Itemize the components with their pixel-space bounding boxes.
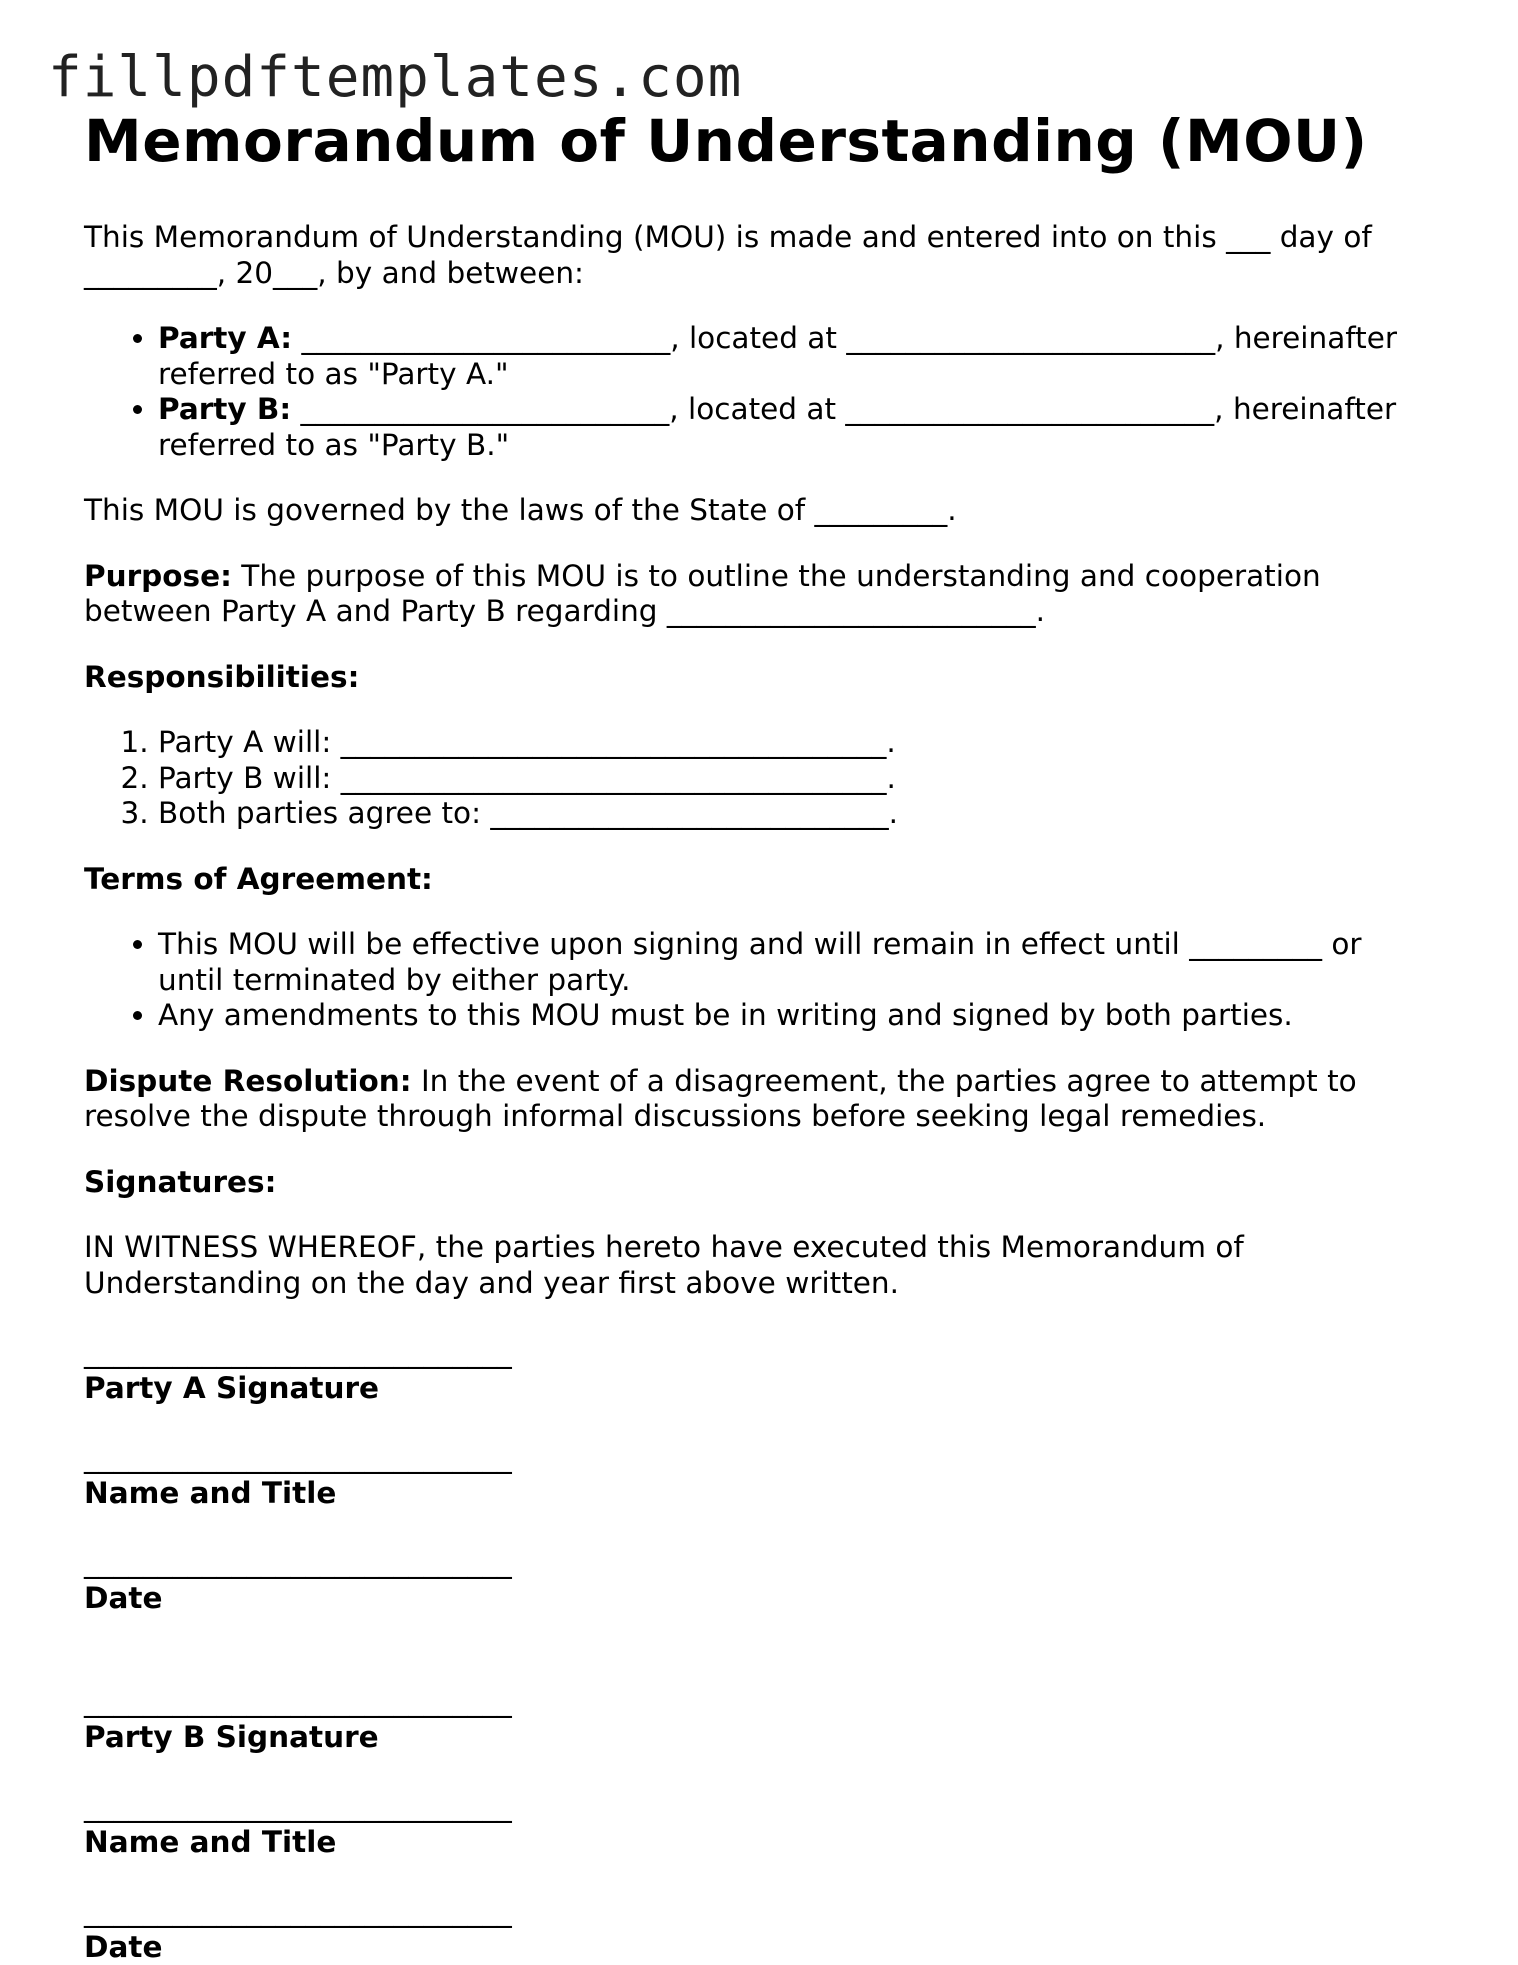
terms-list: [84, 927, 1414, 1034]
party-a-signature-block: [84, 1335, 1414, 1616]
party-b-label: Party B:: [158, 392, 291, 426]
party-b-date-line[interactable]: _____________________________: [84, 1894, 1414, 1930]
signatures-heading-text: Signatures:: [84, 1165, 276, 1199]
party-a-date-label: Date: [84, 1581, 1414, 1617]
dispute-paragraph: [84, 1064, 1414, 1135]
party-a-text: _________________________, located at _________________________, hereinafter referred to as "Party A.": [158, 321, 1397, 391]
party-a-date-line[interactable]: _____________________________: [84, 1545, 1414, 1581]
party-a-signature-label: Party A Signature: [84, 1371, 1414, 1407]
purpose-paragraph: [84, 559, 1414, 630]
terms-heading-text: Terms of Agreement:: [84, 862, 433, 896]
responsibilities-heading: [84, 660, 1414, 696]
terms-heading: [84, 862, 1414, 898]
witness-paragraph: IN WITNESS WHEREOF, the parties hereto have executed this Memorandum of Understanding on the day and year first above written.: [84, 1230, 1414, 1301]
responsibility-item: 2. Party B will: _____________________________________.: [158, 761, 1414, 797]
party-a-label: Party A:: [158, 321, 292, 355]
purpose-label: Purpose:: [84, 559, 232, 593]
party-b-signature-block: [84, 1684, 1414, 1965]
dispute-text: In the event of a disagreement, the parties agree to attempt to resolve the dispute through informal discussions before seeking legal remedies.: [84, 1064, 1357, 1134]
responsibilities-heading-text: Responsibilities:: [84, 660, 359, 694]
party-a-name-label: Name and Title: [84, 1476, 1414, 1512]
intro-paragraph: This Memorandum of Understanding (MOU) is made and entered into on this ___ day of _________, 20___, by and between:: [84, 220, 1414, 291]
governing-law-paragraph: This MOU is governed by the laws of the State of _________.: [84, 493, 1414, 529]
party-a-signature-line[interactable]: _____________________________: [84, 1335, 1414, 1371]
terms-item: • This MOU will be effective upon signing and will remain in effect until _________ or until terminated by either party.: [158, 927, 1414, 998]
dispute-label: Dispute Resolution:: [84, 1064, 412, 1098]
party-b-name-label: Name and Title: [84, 1825, 1414, 1861]
purpose-text: The purpose of this MOU is to outline the understanding and cooperation between Party A and Party B regarding _________________________.: [84, 559, 1321, 629]
party-b-signature-label: Party B Signature: [84, 1720, 1414, 1756]
page-title: Memorandum of Understanding (MOU): [84, 108, 1414, 174]
responsibility-item: 3. Both parties agree to: ___________________________.: [158, 796, 1414, 832]
party-b-date-label: Date: [84, 1930, 1414, 1965]
party-b-text: _________________________, located at _________________________, hereinafter referred to as "Party B.": [158, 392, 1396, 462]
responsibility-item: 1. Party A will: _____________________________________.: [158, 725, 1414, 761]
party-b-signature-line[interactable]: _____________________________: [84, 1684, 1414, 1720]
watermark: fillpdftemplates.com: [48, 46, 742, 110]
party-b-name-line[interactable]: _____________________________: [84, 1789, 1414, 1825]
document-body: [84, 108, 1414, 1965]
party-a-item: [158, 321, 1414, 392]
signatures-heading: [84, 1165, 1414, 1201]
party-a-name-line[interactable]: _____________________________: [84, 1440, 1414, 1476]
parties-list: [84, 321, 1414, 463]
terms-item: • Any amendments to this MOU must be in writing and signed by both parties.: [158, 998, 1414, 1034]
party-b-item: [158, 392, 1414, 463]
responsibilities-list: [84, 725, 1414, 832]
